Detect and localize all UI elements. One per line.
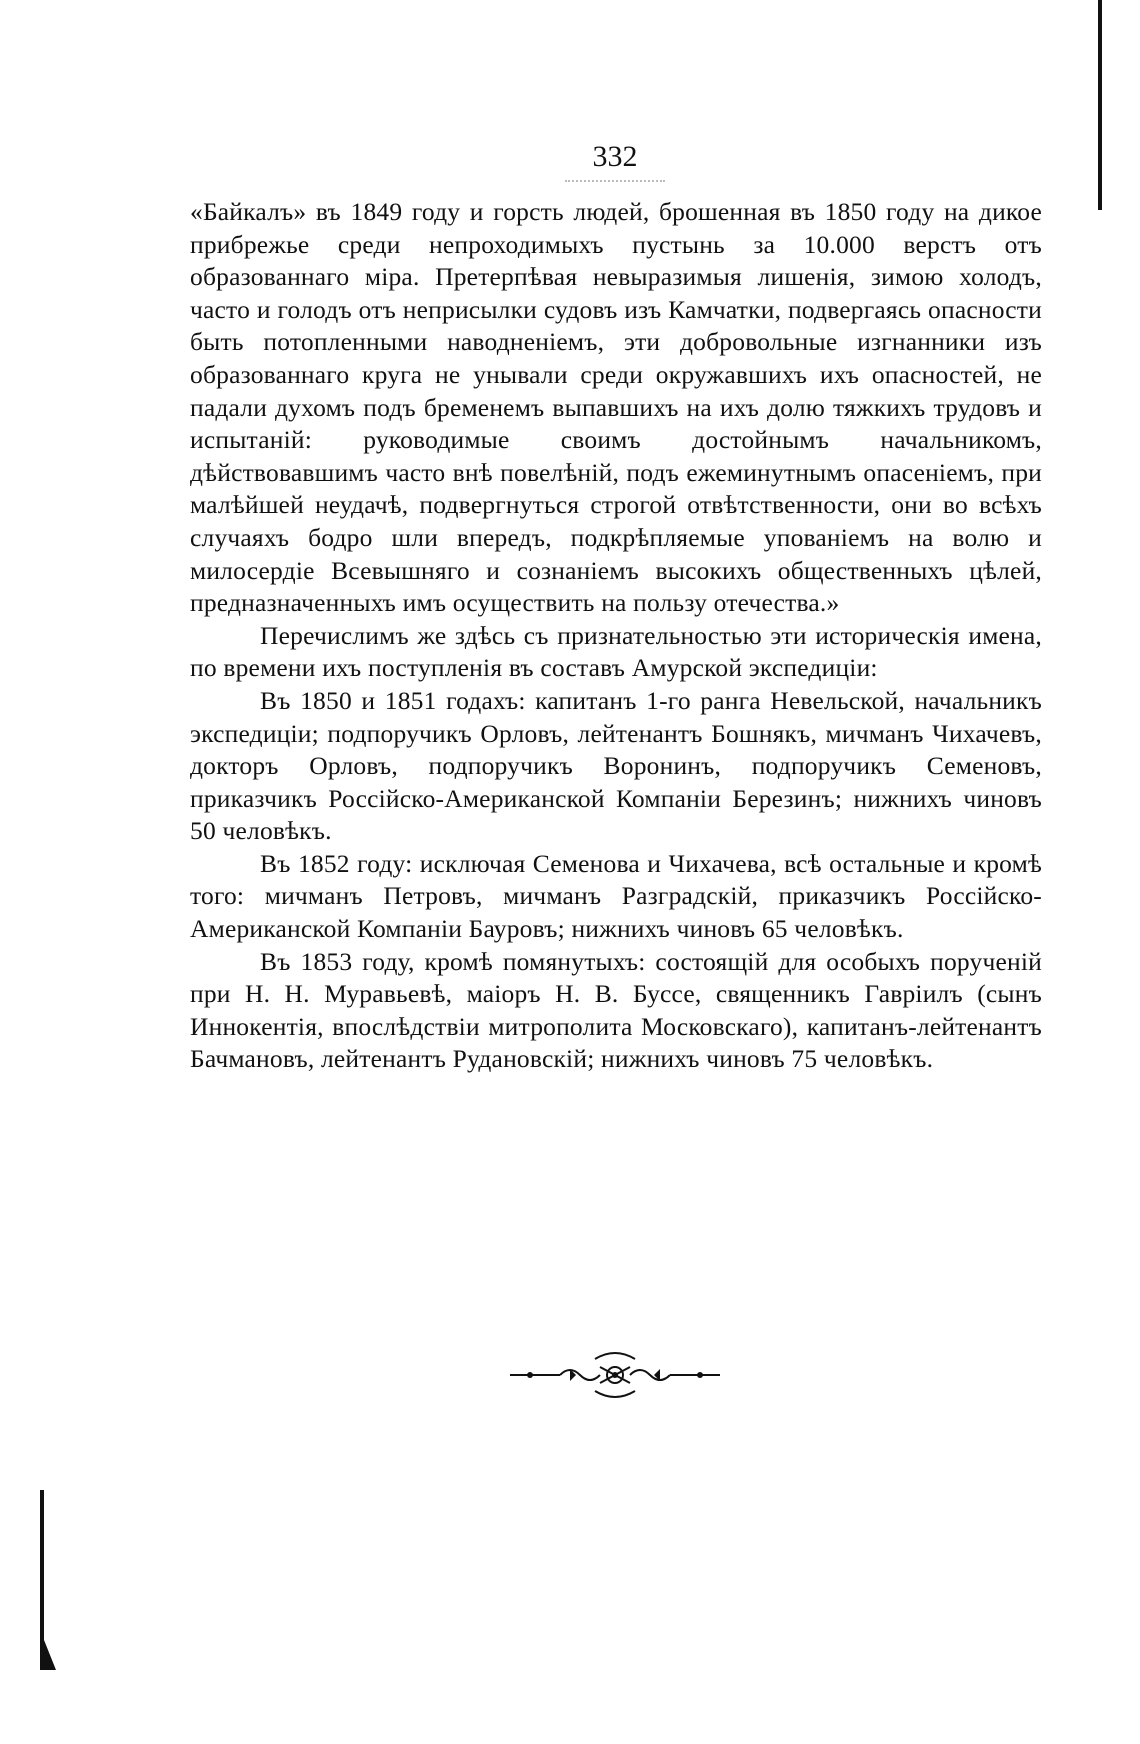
paragraph-list-intro: Перечислимъ же здѣсь съ признательностью эти историческія имена, по времени ихъ поступленія въ составъ Амурской экспедиціи: (190, 620, 1042, 683)
page-number: 332 (592, 140, 638, 173)
paragraph-quote-end: «Байкалъ» въ 1849 году и горсть людей, брошенная въ 1850 году на дикое прибрежье среди непроходимыхъ пустынь за 10.000 верстъ отъ образованнаго міра. Претерпѣвая невыразимыя лишенія, зимою холодъ, часто и голодъ отъ неприсылки судовъ изъ Камчатки, подвергаясь опасности быть потопленными наводненіемъ, эти добровольные изгнанники изъ образованнаго круга не унывали среди окружавшихъ ихъ опасностей, не падали духомъ подъ бременемъ выпавшихъ на ихъ долю тяжкихъ трудовъ и испытаній: руководимые своимъ достойнымъ начальникомъ, дѣйствовавшимъ часто внѣ повелѣній, подъ ежеминутнымъ опасеніемъ, при малѣйшей неудачѣ, подвергнуться строгой отвѣтственности, они во всѣхъ случаяхъ бодро шли впередъ, подкрѣпляемые упованіемъ на волю и милосердіе Всевышняго и сознаніемъ высокихъ общественныхъ цѣлей, предназначенныхъ имъ осуществить на пользу отечества.» (190, 197, 1042, 618)
body-text (190, 196, 1042, 1076)
paragraph-1853: Въ 1853 году, кромѣ помянутыхъ: состоящій для особыхъ порученій при Н. Н. Муравьевѣ, маіоръ Н. В. Буссе, священникъ Гавріилъ (сынъ Иннокентія, впослѣдствіи митрополита Московскаго), капитанъ-лейтенантъ Бачмановъ, лейтенантъ Рудановскій; нижнихъ чиновъ 75 человѣкъ. (190, 946, 1042, 1074)
paragraph-1852: Въ 1852 году: исключая Семенова и Чихачева, всѣ остальные и кромѣ того: мичманъ Петровъ, мичманъ Разградскій, приказчикъ Россійско-Американской Компаніи Бауровъ; нижнихъ чиновъ 65 человѣкъ. (190, 848, 1042, 944)
margin-scan-mark (38, 1490, 58, 1670)
vignette-ornament-icon (500, 1345, 730, 1405)
page-number-underline (565, 180, 665, 182)
paragraph-1850-1851: Въ 1850 и 1851 годахъ: капитанъ 1-го ранга Невельской, начальникъ экспедиціи; подпоручикъ Орловъ, лейтенантъ Бошнякъ, мичманъ Чихачевъ, докторъ Орловъ, подпоручикъ Воронинъ, подпоручикъ Семеновъ, приказчикъ Россійско-Американской Компаніи Березинъ; нижнихъ чиновъ 50 человѣкъ. (190, 685, 1042, 846)
page-edge-shadow (1098, 0, 1102, 210)
